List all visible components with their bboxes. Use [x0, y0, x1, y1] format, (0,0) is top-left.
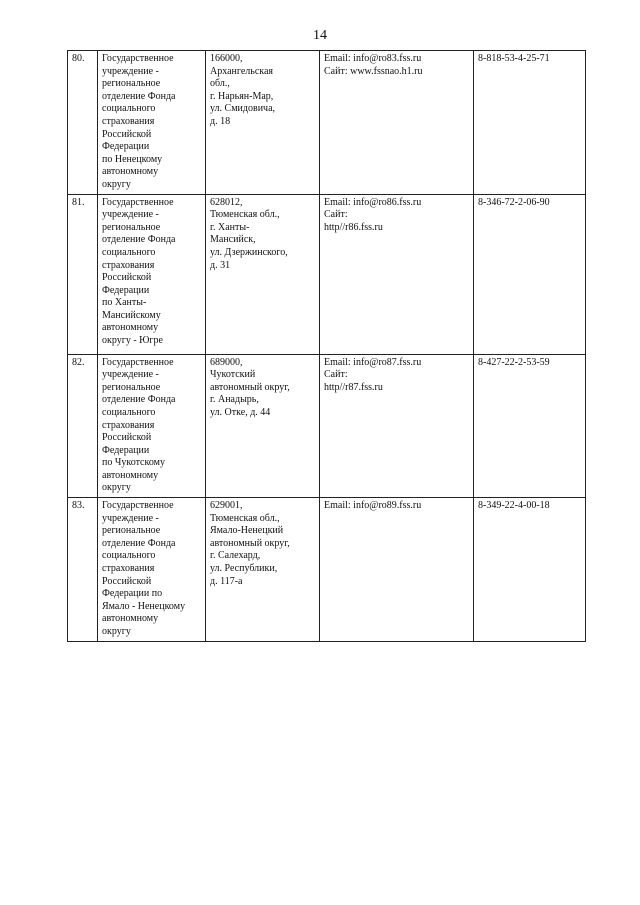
row-number: 81.: [72, 196, 85, 208]
address-line: 166000,: [210, 53, 243, 64]
institution-name-line: Государственное: [102, 53, 174, 64]
address-line: ул. Отке, д. 44: [210, 406, 271, 418]
institution-name-line: Федерации: [102, 141, 150, 153]
institution-name-line: округу: [102, 178, 131, 190]
institution-name-line: учреждение -: [102, 512, 159, 524]
institution-name-line: Государственное: [102, 500, 174, 512]
address-line: г. Ханты-: [210, 221, 250, 233]
table-row: [68, 354, 586, 498]
institution-name-line: социального: [102, 550, 156, 562]
phone-number: 8-427-22-2-53-59: [478, 356, 550, 368]
institution-name-line: Государственное: [102, 196, 174, 208]
institution-name-line: отделение Фонда: [102, 537, 176, 549]
row-number: 80.: [72, 53, 85, 64]
address-line: автономный округ,: [210, 537, 290, 549]
address-line: д. 117-а: [210, 575, 243, 587]
page-number: 14: [313, 28, 327, 43]
institution-name-line: Федерации по: [102, 588, 163, 600]
institution-name-line: автономному: [102, 469, 159, 481]
address-line: г. Салехард,: [210, 550, 261, 562]
institution-name-line: автономному: [102, 322, 159, 334]
institution-name-line: региональное: [102, 525, 161, 537]
row-number-cell: [68, 51, 98, 195]
table-row: [68, 51, 586, 195]
institution-name-line: по Ненецкому: [102, 153, 163, 165]
institution-name-line: страхования: [102, 259, 155, 271]
address-line: ул. Дзержинского,: [210, 246, 288, 258]
phone-cell: [474, 51, 586, 195]
address-cell: [206, 498, 320, 642]
row-number-cell: [68, 194, 98, 354]
institution-name-line: страхования: [102, 563, 155, 575]
address-cell: [206, 194, 320, 354]
institution-name-line: автономному: [102, 613, 159, 625]
institution-name-line: страхования: [102, 115, 155, 127]
contacts-cell: [320, 498, 474, 642]
table-row: [68, 194, 586, 354]
institution-name-line: Российской: [102, 128, 152, 140]
row-number-cell: [68, 354, 98, 498]
institution-name-line: Российской: [102, 272, 152, 284]
institution-name-line: Российской: [102, 575, 152, 587]
phone-cell: [474, 354, 586, 498]
contact-line: http//r86.fss.ru: [324, 221, 383, 233]
contact-line: Сайт: www.fssnao.h1.ru: [324, 65, 423, 77]
institution-name-line: по Чукотскому: [102, 457, 165, 469]
row-number: 82.: [72, 356, 85, 368]
phone-number: 8-818-53-4-25-71: [478, 53, 550, 64]
institution-name-line: отделение Фонда: [102, 234, 176, 246]
address-line: Ямало-Ненецкий: [210, 525, 284, 537]
contact-line: Email: info@ro86.fss.ru: [324, 196, 422, 208]
institution-name-line: региональное: [102, 221, 161, 233]
institution-name-line: по Ханты-: [102, 297, 147, 309]
institution-name-line: Федерации: [102, 444, 150, 456]
institution-name-line: социального: [102, 406, 156, 418]
institution-name-line: региональное: [102, 381, 161, 393]
contact-line: Email: info@ro83.fss.ru: [324, 53, 422, 64]
institution-name-line: отделение Фонда: [102, 394, 176, 406]
contact-line: Email: info@ro89.fss.ru: [324, 500, 422, 512]
address-line: д. 18: [210, 115, 231, 127]
institution-name-line: округу - Югре: [102, 335, 163, 347]
institution-name-line: автономному: [102, 166, 159, 178]
address-line: 629001,: [210, 500, 243, 512]
institution-name-line: Федерации: [102, 284, 150, 296]
institution-name-line: учреждение -: [102, 65, 159, 77]
institution-name-line: Ямало - Ненецкому: [102, 600, 186, 612]
row-number: 83.: [72, 500, 85, 512]
address-line: Чукотский: [210, 369, 256, 381]
institution-name-line: социального: [102, 103, 156, 115]
institution-name-cell: [98, 498, 206, 642]
phone-number: 8-349-22-4-00-18: [478, 500, 550, 512]
address-line: г. Анадырь,: [210, 394, 259, 406]
contacts-cell: [320, 51, 474, 195]
address-line: автономный округ,: [210, 381, 290, 393]
address-cell: [206, 354, 320, 498]
address-line: Тюменская обл.,: [210, 512, 280, 524]
address-line: ул. Республики,: [210, 563, 278, 575]
institution-name-line: Мансийскому: [102, 309, 161, 321]
institution-name-line: учреждение -: [102, 369, 159, 381]
address-line: ул. Смидовича,: [210, 103, 276, 115]
address-line: Тюменская обл.,: [210, 209, 280, 221]
institution-name-line: социального: [102, 246, 156, 258]
address-line: 689000,: [210, 356, 243, 368]
phone-cell: [474, 194, 586, 354]
phone-number: 8-346-72-2-06-90: [478, 196, 550, 208]
phone-cell: [474, 498, 586, 642]
address-line: 628012,: [210, 196, 243, 208]
contact-line: Email: info@ro87.fss.ru: [324, 356, 422, 368]
address-line: Мансийск,: [210, 234, 256, 246]
fss-offices-table: [67, 50, 586, 642]
contact-line: http//r87.fss.ru: [324, 381, 383, 393]
institution-name-line: учреждение -: [102, 209, 159, 221]
address-line: обл.,: [210, 78, 230, 90]
institution-name-line: отделение Фонда: [102, 90, 176, 102]
institution-name-line: Российской: [102, 432, 152, 444]
address-line: Архангельская: [210, 65, 274, 77]
table-row: [68, 498, 586, 642]
institution-name-line: округу: [102, 626, 131, 637]
contacts-cell: [320, 194, 474, 354]
institution-name-line: округу: [102, 482, 131, 494]
row-number-cell: [68, 498, 98, 642]
institution-name-line: страхования: [102, 419, 155, 431]
address-line: г. Нарьян-Мар,: [210, 90, 274, 102]
institution-name-line: региональное: [102, 78, 161, 90]
contact-line: Сайт:: [324, 209, 348, 221]
address-line: д. 31: [210, 259, 231, 271]
contact-line: Сайт:: [324, 369, 348, 381]
institution-name-cell: [98, 51, 206, 195]
address-cell: [206, 51, 320, 195]
institution-name-cell: [98, 194, 206, 354]
institution-name-line: Государственное: [102, 356, 174, 368]
institution-name-cell: [98, 354, 206, 498]
contacts-cell: [320, 354, 474, 498]
